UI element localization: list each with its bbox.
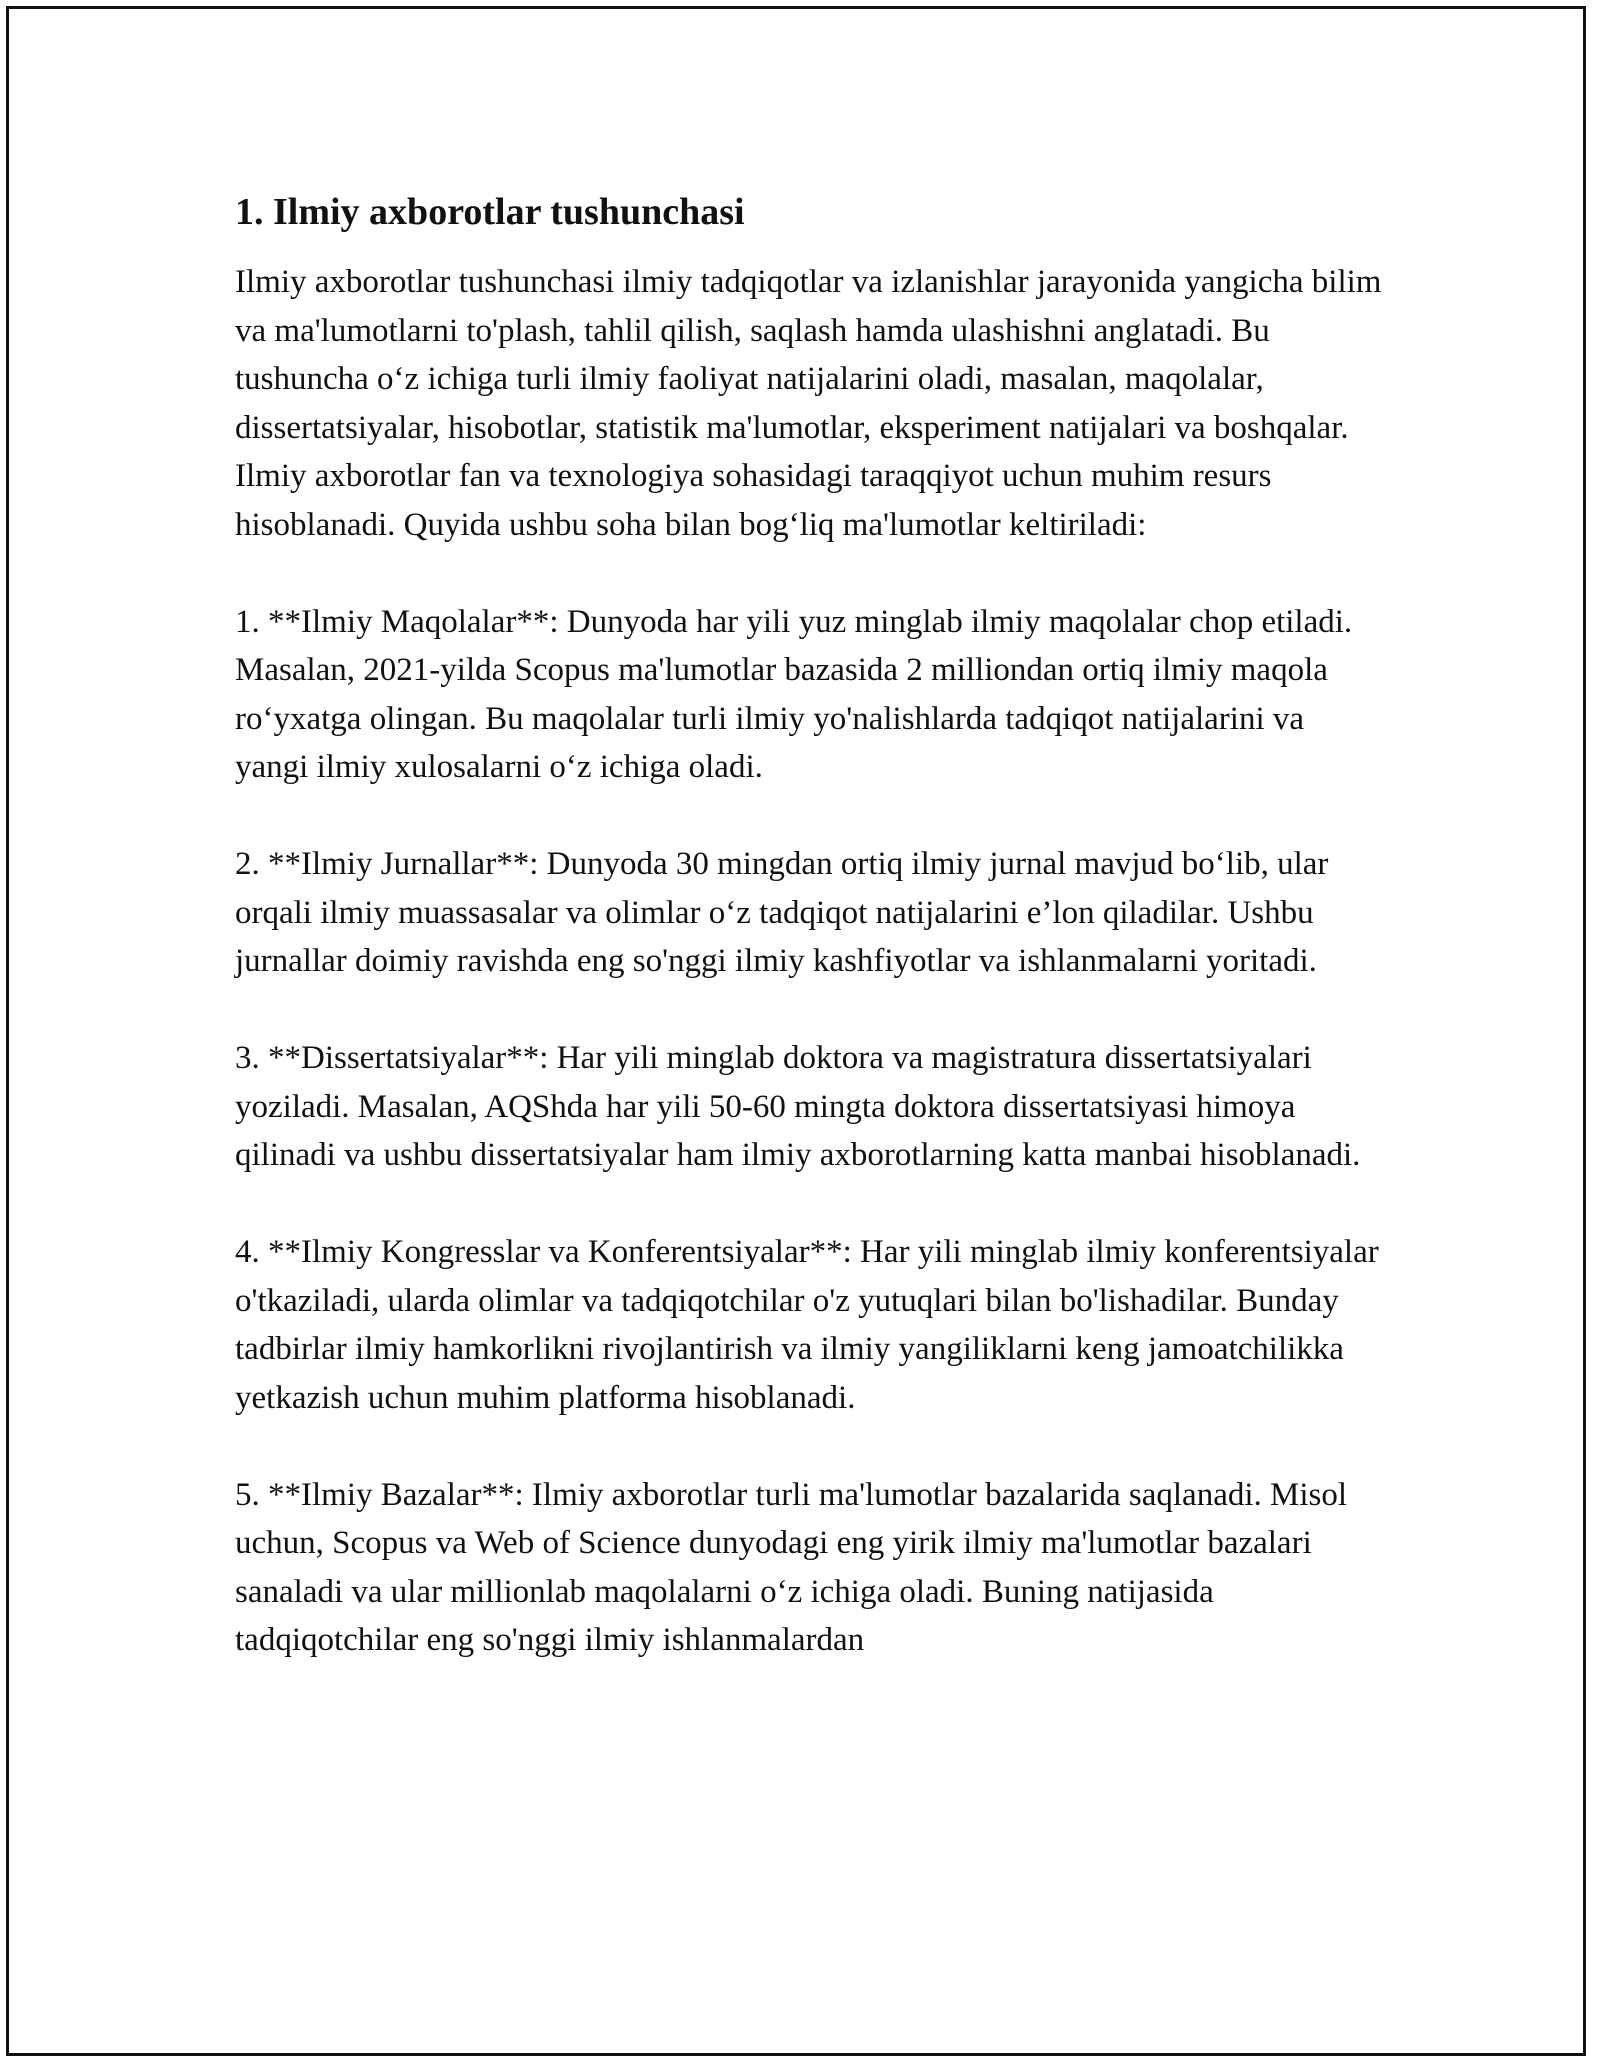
document-body <box>235 188 1385 1713</box>
list-item-kongresslar: 4. **Ilmiy Kongresslar va Konferentsiyalar**: Har yili minglab ilmiy konferentsiyalar o'tkaziladi, ularda olimlar va tadqiqotchilar o'z yutuqlari bilan bo'lishadilar. Bunday tadbirlar ilmiy hamkorlikni rivojlantirish va ilmiy yangiliklarni keng jamoatchilikka yetkazish uchun muhim platforma hisoblanadi. <box>235 1234 1379 1416</box>
list-item-ilmiy-jurnallar: 2. **Ilmiy Jurnallar**: Dunyoda 30 mingdan ortiq ilmiy jurnal mavjud bo‘lib, ular orqali ilmiy muassasalar va olimlar o‘z tadqiqot natijalarini e’lon qiladilar. Ushbu jurnallar doimiy ravishda eng so'nggi ilmiy kashfiyotlar va ishlanmalarni yoritadi. <box>235 846 1329 979</box>
list-item-ilmiy-bazalar: 5. **Ilmiy Bazalar**: Ilmiy axborotlar turli ma'lumotlar bazalarida saqlanadi. Misol uchun, Scopus va Web of Science dunyodagi eng yirik ilmiy ma'lumotlar bazalari sanaladi va ular millionlab maqolalarni o‘z ichiga oladi. Buning natijasida tadqiqotchilar eng so'nggi ilmiy ishlanmalardan <box>235 1476 1348 1658</box>
list-item-dissertatsiyalar: 3. **Dissertatsiyalar**: Har yili minglab doktora va magistratura dissertatsiyalari yoziladi. Masalan, AQShda har yili 50-60 mingta doktora dissertatsiyasi himoya qilinadi va ushbu dissertatsiyalar ham ilmiy axborotlarning katta manbai hisoblanadi. <box>235 1040 1361 1173</box>
document-title: 1. Ilmiy axborotlar tushunchasi <box>235 191 745 233</box>
intro-paragraph: Ilmiy axborotlar tushunchasi ilmiy tadqiqotlar va izlanishlar jarayonida yangicha bilim va ma'lumotlarni to'plash, tahlil qilish, saqlash hamda ulashishni anglatadi. Bu tushuncha o‘z ichiga turli ilmiy faoliyat natijalarini oladi, masalan, maqolalar, dissertatsiyalar, hisobotlar, statistik ma'lumotlar, eksperiment natijalari va boshqalar. Ilmiy axborotlar fan va texnologiya sohasidagi taraqqiyot uchun muhim resurs hisoblanadi. Quyida ushbu soha bilan bog‘liq ma'lumotlar keltiriladi: <box>235 264 1382 543</box>
list-item-ilmiy-maqolalar: 1. **Ilmiy Maqolalar**: Dunyoda har yili yuz minglab ilmiy maqolalar chop etiladi. Masalan, 2021-yilda Scopus ma'lumotlar bazasida 2 milliondan ortiq ilmiy maqola ro‘yxatga olingan. Bu maqolalar turli ilmiy yo'nalishlarda tadqiqot natijalarini va yangi ilmiy xulosalarni o‘z ichiga oladi. <box>235 603 1353 785</box>
